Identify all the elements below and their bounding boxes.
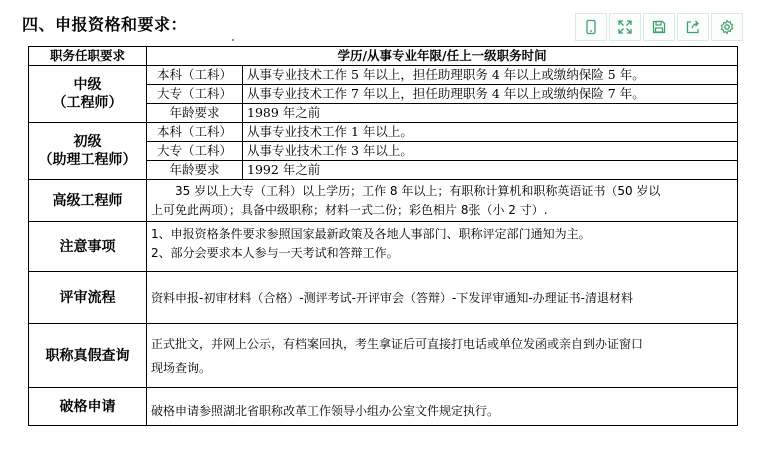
note-item-1: 1、申报资格条件要求参照国家最新政策及各地人事部门、职称评定部门通知为主。 (151, 227, 591, 241)
gear-icon (719, 19, 735, 35)
requirement-text: 1989 年之前 (243, 104, 738, 123)
sub-label: 年龄要求 (147, 104, 243, 123)
notes-content (147, 222, 738, 272)
table-row (29, 66, 738, 85)
sub-label: 大专（工科） (147, 142, 243, 161)
share-button[interactable] (677, 13, 709, 41)
sub-label: 本科（工科） (147, 123, 243, 142)
save-button[interactable] (643, 13, 675, 41)
junior-level-title: 初级 (73, 134, 102, 150)
verify-label: 职称真假查询 (29, 324, 147, 388)
sub-label: 本科（工科） (147, 66, 243, 85)
table-row (29, 222, 738, 272)
table-row (29, 388, 738, 426)
requirement-text: 从事专业技术工作 5 年以上，担任助理职务 4 年以上或缴纳保险 5 年。 (243, 66, 738, 85)
expand-icon (617, 19, 633, 35)
senior-line-1: 35 岁以上大专（工科）以上学历；工作 8 年以上；有职称计算机和职称英语证书（50 岁以 (175, 183, 661, 198)
senior-label: 高级工程师 (29, 180, 147, 222)
header-col-requirement: 职务任职要求 (29, 47, 147, 66)
requirements-table (28, 46, 738, 426)
verify-line-2: 现场查询。 (151, 360, 212, 375)
mid-level-subtitle: （工程师） (52, 95, 123, 111)
junior-level-label (29, 123, 147, 180)
process-text: 资料申报-初审材料（合格）-测评考试-开评审会（答辩）-下发评审通知-办理证书-清退材料 (147, 272, 738, 324)
settings-button[interactable] (711, 13, 743, 41)
mobile-view-button[interactable] (575, 13, 607, 41)
fullscreen-button[interactable] (609, 13, 641, 41)
header-col-details: 学历/从事专业年限/任上一级职务时间 (147, 47, 738, 66)
mid-level-label (29, 66, 147, 123)
senior-requirement (147, 180, 738, 222)
table-row (29, 272, 738, 324)
save-icon (651, 19, 667, 35)
verify-content (147, 324, 738, 388)
requirement-text: 1992 年之前 (243, 161, 738, 180)
mid-level-title: 中级 (73, 77, 102, 93)
requirement-text: 从事专业技术工作 1 年以上。 (243, 123, 738, 142)
junior-level-subtitle: （助理工程师） (38, 152, 137, 168)
table-row (29, 180, 738, 222)
table-header-row (29, 47, 738, 66)
sub-label: 年龄要求 (147, 161, 243, 180)
notes-label: 注意事项 (29, 222, 147, 272)
stray-dot (232, 39, 234, 41)
table-row (29, 324, 738, 388)
note-item-2: 2、部分会要求本人参与一天考试和答辩工作。 (151, 246, 399, 260)
exception-text: 破格申请参照湖北省职称改革工作领导小组办公室文件规定执行。 (147, 388, 738, 426)
table-row (29, 123, 738, 142)
requirement-text: 从事专业技术工作 3 年以上。 (243, 142, 738, 161)
mobile-icon (583, 19, 599, 35)
process-label: 评审流程 (29, 272, 147, 324)
exception-label: 破格申请 (29, 388, 147, 426)
section-heading: 四、申报资格和要求： (22, 15, 188, 34)
verify-line-1: 正式批文，并网上公示，有档案回执，考生拿证后可直接打电话或单位发函或亲自到办证窗口 (151, 336, 644, 351)
share-icon (685, 19, 701, 35)
sub-label: 大专（工科） (147, 85, 243, 104)
senior-line-2: 上可免此两项）；具备中级职称；材料一式二份；彩色相片 8张（小 2 寸）. (151, 202, 548, 217)
requirement-text: 从事专业技术工作 7 年以上，担任助理职务 4 年以上或缴纳保险 7 年。 (243, 85, 738, 104)
toolbar (575, 13, 743, 41)
